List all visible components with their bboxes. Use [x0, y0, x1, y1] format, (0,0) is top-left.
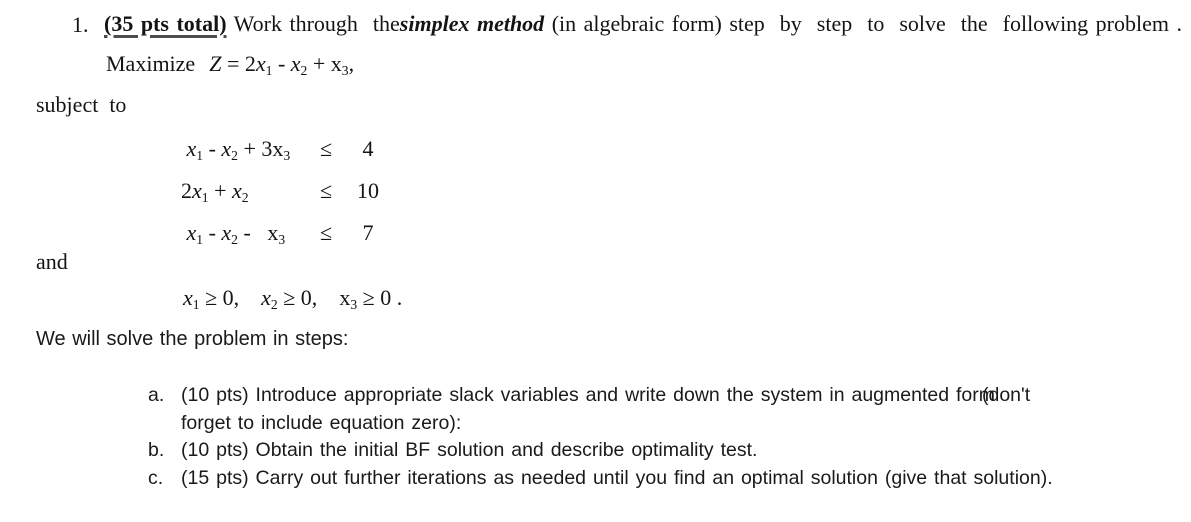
less-equal-symbol: ≤	[320, 178, 333, 203]
constraint-row	[181, 171, 388, 213]
constraint-rhs: 7	[362, 220, 374, 245]
step-label: c.	[148, 466, 164, 489]
step-text-line: (10 pts) Obtain the initial BF solution and describe optimality test.	[181, 439, 758, 461]
constraint-expression: x1 - x2 + 3x3	[186, 136, 291, 164]
step-item-b	[148, 437, 1053, 465]
objective-keyword: Maximize	[106, 51, 196, 76]
step-text-line: forget to include equation zero):	[181, 411, 462, 434]
steps-list	[148, 382, 1053, 492]
less-equal-symbol: ≤	[320, 220, 333, 245]
step-item-a	[148, 382, 1053, 437]
subject-to-label: subject to	[36, 92, 127, 117]
and-label: and	[36, 249, 68, 274]
problem-title: (35 pts total) Work through thesimplex method (in algebraic form) step by step to solve the following problem .	[104, 11, 1182, 36]
nonnegativity-line: x1 ≥ 0, x2 ≥ 0, x3 ≥ 0 .	[183, 285, 403, 313]
steps-intro: We will solve the problem in steps:	[36, 328, 349, 350]
step-label: a.	[148, 384, 165, 406]
constraint-row	[181, 129, 388, 171]
step-text-line: (10 pts) Introduce appropriate slack variables and write down the system in augmented form(don't	[181, 384, 1031, 406]
step-text	[181, 382, 1030, 437]
less-equal-symbol: ≤	[320, 136, 333, 161]
step-text-line: (15 pts) Carry out further iterations as needed until you find an optimal solution (give that solution).	[181, 466, 1053, 489]
step-text	[181, 437, 757, 465]
constraints-block	[181, 129, 388, 255]
problem-number: 1.	[72, 12, 89, 37]
step-text	[181, 465, 1053, 493]
constraint-row	[181, 213, 388, 255]
constraint-expression: 2x1 + x2	[181, 178, 249, 206]
constraint-rhs: 4	[362, 136, 374, 161]
constraint-expression: x1 - x2 - x3	[186, 220, 286, 248]
step-label: b.	[148, 439, 165, 461]
step-item-c	[148, 465, 1053, 493]
constraint-rhs: 10	[357, 178, 379, 203]
objective-line	[106, 51, 354, 77]
objective-expression: Z = 2x1 - x2 + x3,	[209, 51, 355, 79]
